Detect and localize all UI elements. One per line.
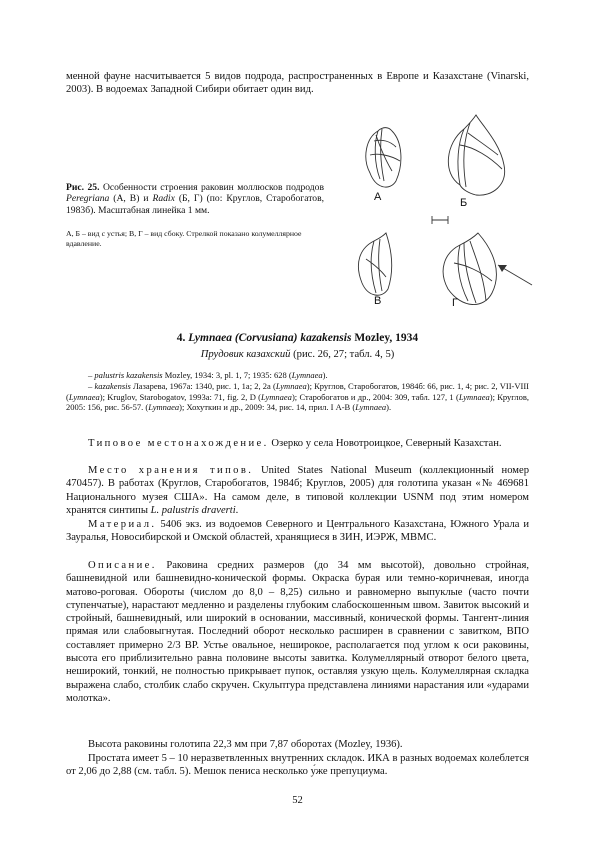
holotype-height-paragraph: Высота раковины голотипа 22,3 мм при 7,87 оборотах (Mozley, 1936). xyxy=(88,739,403,750)
shell-drawings xyxy=(352,113,542,313)
page-number: 52 xyxy=(292,795,303,806)
material-paragraph: Материал. 5406 экз. из водоемов Северного и Центрального Казахстана, Южного Урала и Зауралья, Новосибирской и Омской областей, хранящиеся в ЗИН, ИЭРЖ, МВМС. xyxy=(66,519,529,544)
arrow-head-icon xyxy=(498,265,507,272)
figure-25-illustration xyxy=(352,113,542,313)
synonymy-line-2: – kazakensis Лазарева, 1967а: 1340, рис. 1, 1а; 2, 2а (Lymnaea); Круглов, Старобогатов, 1984б: 66, рис. 1, 4; рис. 2, VII-VIII (Lymnaea); Kruglov, Starobogatov, 1993а: 71, fig. 2, D (Lymnaea); Старобогатов и др., 2004: 309, табл. 127, 1 (Lymnaea); Круглов, 2005: 156, рис. 56-57. (Lymnaea); Хохуткин и др., 2009: 34, рис. 14, прил. I А-В (Lymnaea). xyxy=(66,381,530,413)
figure-label-v: В xyxy=(374,295,382,307)
shell-b-outline xyxy=(448,115,504,195)
species-heading: 4. Lymnaea (Corvusiana) kazakensis Mozley, 1934 xyxy=(176,332,419,344)
intro-paragraph: менной фауне насчитывается 5 видов подрода, распространенных в Европе и Казахстане (Vinarski, 2003). В водоемах Западной Сибири обитает один вид. xyxy=(66,71,529,96)
shell-g-outline xyxy=(443,233,496,305)
shell-v-outline xyxy=(358,233,391,295)
prostate-paragraph: Простата имеет 5 – 10 неразветвленных внутренних складок. ИКА в разных водоемах колеблется от 2,06 до 2,88 (см. табл. 5). Мешок пениса несколько у́же препуциума. xyxy=(66,753,529,778)
type-locality-paragraph: Типовое местонахождение. Озерко у села Новотроицкое, Северный Казахстан. xyxy=(88,438,502,449)
figure-caption-note: А, Б – вид с устья; В, Г – вид сбоку. Стрелкой показано колумеллярное вдавление. xyxy=(66,229,302,248)
figure-caption: Рис. 25. Особенности строения раковин моллюсков подродов Peregriana (А, В) и Radix (Б, Г) (по: Круглов, Старобогатов, 1983б). Масштабная линейка 1 мм. xyxy=(66,182,324,216)
scale-bar xyxy=(432,216,448,224)
species-subheading: Прудовик казахский (рис. 26, 27; табл. 4, 5) xyxy=(200,349,395,360)
synonymy-line-1: – palustris kazakensis Mozley, 1934: 3, pl. 1, 7; 1935: 628 (Lymnaea). xyxy=(88,370,328,380)
figure-label-b: Б xyxy=(460,197,468,209)
figure-label-g: Г xyxy=(452,297,458,309)
figure-label-a: А xyxy=(374,191,382,203)
type-depository-paragraph: Место хранения типов. United States National Museum (коллекционный номер 470457). В работах (Круглов, Старобогатов, 1984б; Круглов, 2005) для голотипа указан «№ 469681 Национального музея США». На самом деле, в типовой коллекции USNM под этим номером хранятся синтипы L. palustris draverti. xyxy=(66,465,530,516)
description-paragraph: Описание. Раковина средних размеров (до 34 мм высотой), довольно стройная, башневидной или башневидно-конической формы. Окраска бурая или темно-коричневая, иногда матово-роговая. Обороты (числом до 8,0 – 8,25) сильно и равномерно выпуклые (часто почти ступенчатые), нарастают медленно и разделены глубоким слабоскошенным швом. Завиток высокий и стройный, башневидный, или широкий в основании, массивный, конической формы. Тангент-линия прямая или слабовыгнутая. Последний оборот несколько расширен в сравнении с завитком, ВПО составляет примерно 2/3 ВР. Устье овальное, неширокое, располагается под углом к оси раковины, высота его приблизительно равна половине высоты завитка. Колумеллярный отворот белого цвета, неширокий, тонкий, не полностью прикрывает пупок, оставляя узкую щель. Колумеллярная складка выражена слабо, столбик слабо скручен. Скульптура представлена линиями нарастания или «ударами молотка». xyxy=(66,560,529,704)
